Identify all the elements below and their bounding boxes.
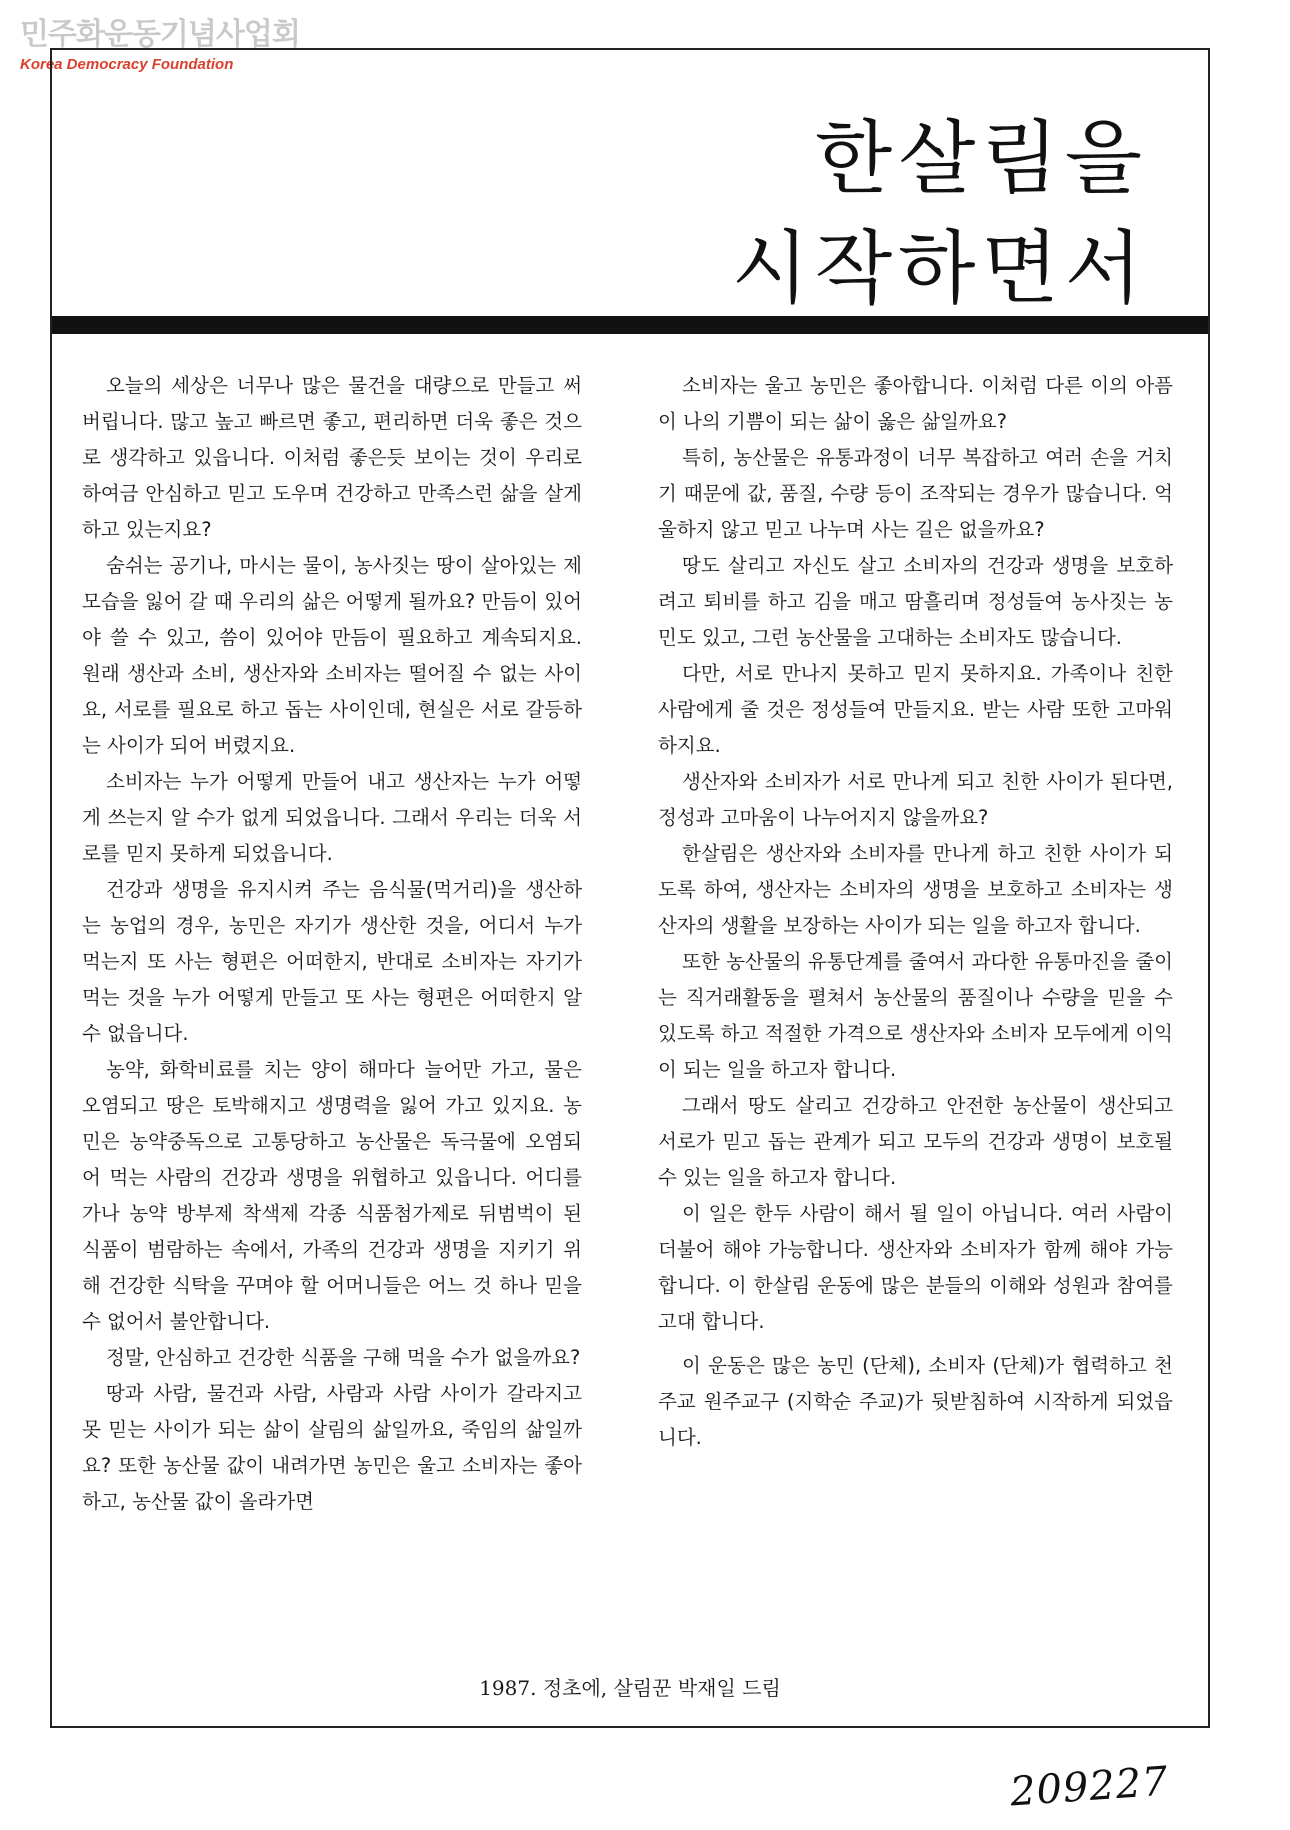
paragraph: 땅도 살리고 자신도 살고 소비자의 건강과 생명을 보호하려고 퇴비를 하고 김을 매고 땀흘리며 정성들여 농사짓는 농민도 있고, 그런 농산물을 고대하는 소비자도 많습니다. (658, 554, 1173, 649)
paragraph: 숨쉬는 공기나, 마시는 물이, 농사짓는 땅이 살아있는 제 모습을 잃어 갈 때 우리의 삶은 어떻게 될까요? 만듬이 있어야 쓸 수 있고, 씀이 있어야 만듬이 필요하고 계속되지요. 원래 생산과 소비, 생산자와 소비자는 떨어질 수 없는 사이요, 서로를 필요로 하고 돕는 사이인데, 현실은 서로 갈등하는 사이가 되어 버렸지요. (82, 554, 582, 757)
paragraph: 한살림은 생산자와 소비자를 만나게 하고 친한 사이가 되도록 하여, 생산자는 소비자의 생명을 보호하고 소비자는 생산자의 생활을 보장하는 사이가 되는 일을 하고자 합니다. (658, 842, 1173, 937)
paragraph: 오늘의 세상은 너무나 많은 물건을 대량으로 만들고 써버립니다. 많고 높고 빠르면 좋고, 편리하면 더욱 좋은 것으로 생각하고 있읍니다. 이처럼 좋은듯 보이는 것이 우리로 하여금 안심하고 믿고 도우며 건강하고 만족스런 삶을 살게 하고 있는지요? (82, 374, 582, 541)
paragraph: 그래서 땅도 살리고 건강하고 안전한 농산물이 생산되고 서로가 믿고 돕는 관계가 되고 모두의 건강과 생명이 보호될 수 있는 일을 하고자 합니다. (658, 1094, 1173, 1189)
title-line-1: 한살림을 (814, 112, 1148, 205)
paragraph: 땅과 사람, 물건과 사람, 사람과 사람 사이가 갈라지고 못 믿는 사이가 되는 삶이 살림의 삶일까요, 죽임의 삶일까요? 또한 농산물 값이 내려가면 농민은 울고 소비자는 좋아하고, 농산물 값이 올라가면 (82, 1382, 582, 1513)
paragraph: 이 일은 한두 사람이 해서 될 일이 아닙니다. 여러 사람이 더불어 해야 가능합니다. 생산자와 소비자가 함께 해야 가능합니다. 이 한살림 운동에 많은 분들의 이해와 성원과 참여를 고대 합니다. (658, 1202, 1173, 1333)
left-column (82, 368, 582, 1520)
paragraph: 소비자는 누가 어떻게 만들어 내고 생산자는 누가 어떻게 쓰는지 알 수가 없게 되었읍니다. 그래서 우리는 더욱 서로를 믿지 못하게 되었읍니다. (82, 770, 582, 865)
paragraph: 정말, 안심하고 건강한 식품을 구해 먹을 수가 없을까요? (106, 1346, 581, 1369)
title-line-2: 시작하면서 (731, 222, 1148, 315)
paragraph: 특히, 농산물은 유통과정이 너무 복잡하고 여러 손을 거치기 때문에 값, 품질, 수량 등이 조작되는 경우가 많습니다. 억울하지 않고 믿고 나누며 사는 길은 없을까요? (658, 446, 1173, 541)
handwritten-number: 209227 (1008, 1758, 1171, 1816)
watermark-korean: 민주화운동기념사업회 (20, 17, 300, 52)
paragraph: 이 운동은 많은 농민 (단체), 소비자 (단체)가 협력하고 천주교 원주교구 (지학순 주교)가 뒷받침하여 시작하게 되었읍니다. (658, 1354, 1173, 1449)
right-column (658, 368, 1173, 1456)
paragraph: 생산자와 소비자가 서로 만나게 되고 친한 사이가 된다면, 정성과 고마움이 나누어지지 않을까요? (658, 770, 1173, 829)
paragraph: 소비자는 울고 농민은 좋아합니다. 이처럼 다른 이의 아픔이 나의 기쁨이 되는 삶이 옳은 삶일까요? (658, 374, 1173, 433)
document-frame (50, 48, 1210, 1728)
paragraph: 다만, 서로 만나지 못하고 믿지 못하지요. 가족이나 친한 사람에게 줄 것은 정성들여 만들지요. 받는 사람 또한 고마워 하지요. (658, 662, 1173, 757)
watermark-english: Korea Democracy Foundation (20, 56, 234, 73)
paragraph: 또한 농산물의 유통단계를 줄여서 과다한 유통마진을 줄이는 직거래활동을 펼쳐서 농산물의 품질이나 수량을 믿을 수 있도록 하고 적절한 가격으로 생산자와 소비자 모두에게 이익이 되는 일을 하고자 합니다. (658, 950, 1173, 1081)
document-title (548, 104, 1148, 324)
title-divider-bar (52, 316, 1208, 334)
paragraph: 건강과 생명을 유지시켜 주는 음식물(먹거리)을 생산하는 농업의 경우, 농민은 자기가 생산한 것을, 어디서 누가 먹는지 또 사는 형편은 어떠한지, 반대로 소비자는 자기가 먹는 것을 누가 어떻게 만들고 또 사는 형편은 어떠한지 알 수 없읍니다. (82, 878, 582, 1045)
signature-line: 1987. 정초에, 살림꾼 박재일 드림 (479, 1676, 781, 1700)
paragraph: 농약, 화학비료를 치는 양이 해마다 늘어만 가고, 물은 오염되고 땅은 토박해지고 생명력을 잃어 가고 있지요. 농민은 농약중독으로 고통당하고 농산물은 독극물에 오염되어 먹는 사람의 건강과 생명을 위협하고 있읍니다. 어디를 가나 농약 방부제 착색제 각종 식품첨가제로 뒤범벅이 된 식품이 범람하는 속에서, 가족의 건강과 생명을 지키기 위해 건강한 식탁을 꾸며야 할 어머니들은 어느 것 하나 믿을 수 없어서 불안합니다. (82, 1058, 582, 1333)
